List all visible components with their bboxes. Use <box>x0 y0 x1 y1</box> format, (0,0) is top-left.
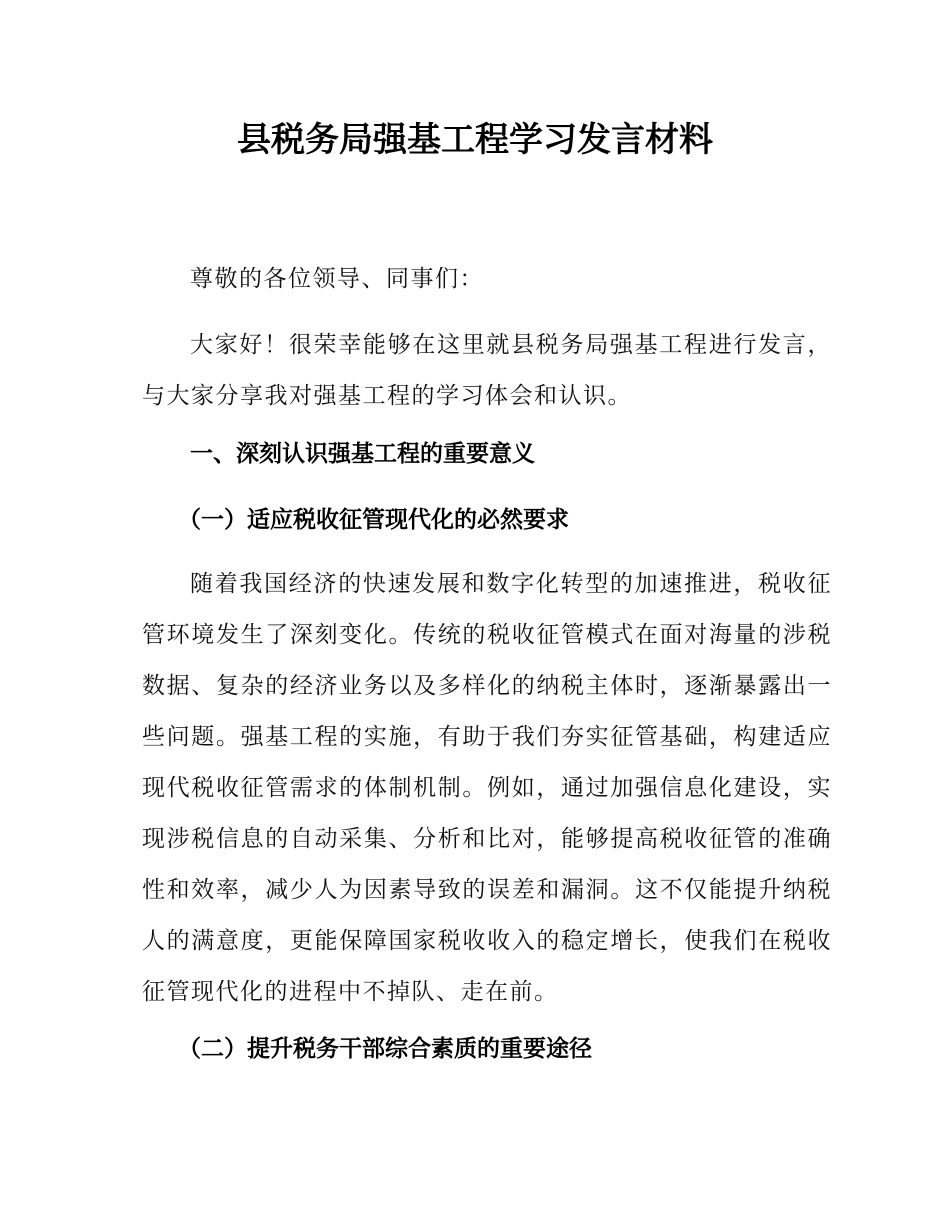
section-heading-1: 一、深刻认识强基工程的重要意义 <box>190 441 535 467</box>
intro-paragraph: 大家好！很荣幸能够在这里就县税务局强基工程进行发言，与大家分享我对强基工程的学习体会和认识。 <box>142 332 832 409</box>
subsection-heading-1-1: （一）适应税收征管现代化的必然要求 <box>178 507 569 533</box>
body-paragraph-1: 随着我国经济的快速发展和数字化转型的加速推进，税收征管环境发生了深刻变化。传统的税收征管模式在面对海量的涉税数据、复杂的经济业务以及多样化的纳税主体时，逐渐暴露出一些问题。强基工程的实施，有助于我们夯实征管基础，构建适应现代税收征管需求的体制机制。例如，通过加强信息化建设，实现涉税信息的自动采集、分析和比对，能够提高税收征管的准确性和效率，减少人为因素导致的误差和漏洞。这不仅能提升纳税人的满意度，更能保障国家税收收入的稳定增长，使我们在税收征管现代化的进程中不掉队、走在前。 <box>142 571 832 1005</box>
greeting-line: 尊敬的各位领导、同事们： <box>190 266 484 292</box>
subsection-heading-1-2: （二）提升税务干部综合素质的重要途径 <box>178 1036 592 1062</box>
document-title: 县税务局强基工程学习发言材料 <box>237 120 713 160</box>
